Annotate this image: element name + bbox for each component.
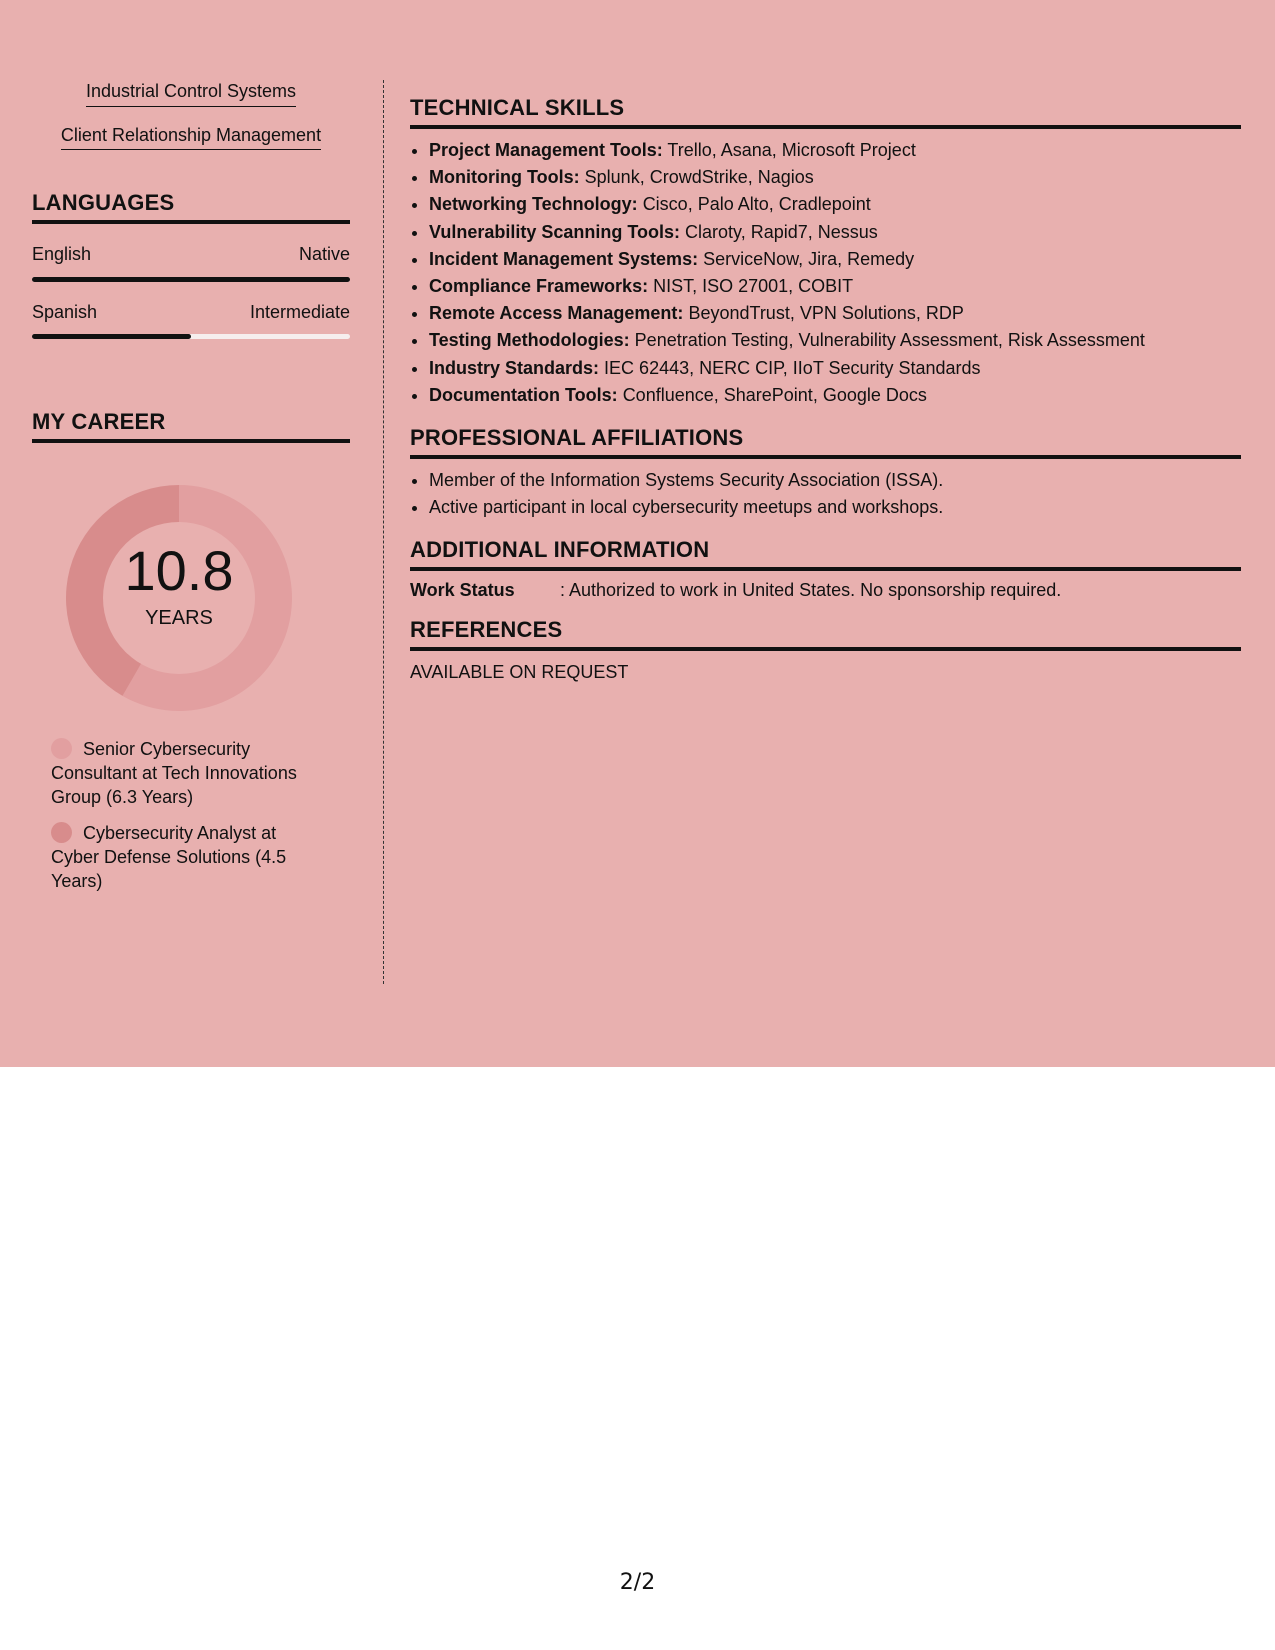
skill-values: IEC 62443, NERC CIP, IIoT Security Standards — [604, 357, 981, 378]
skill-tags — [32, 80, 350, 150]
career-legend-item — [51, 737, 311, 809]
sidebar — [32, 80, 350, 905]
affiliations-heading: PROFESSIONAL AFFILIATIONS — [410, 425, 1241, 459]
skill-category: Project Management Tools: — [429, 140, 663, 160]
career-legend-dot — [51, 738, 72, 759]
skill-list-item — [429, 137, 1241, 164]
skill-values: Splunk, CrowdStrike, Nagios — [584, 167, 814, 188]
skill-values: Claroty, Rapid7, Nessus — [685, 221, 878, 242]
languages-section — [32, 190, 350, 339]
skill-list-item — [429, 300, 1241, 327]
skill-category: Testing Methodologies: — [429, 330, 630, 351]
references-section — [410, 617, 1241, 683]
language-entry — [32, 244, 350, 282]
career-legend-label: Senior Cybersecurity Consultant at Tech Innovations Group (6.3 Years) — [51, 739, 297, 808]
work-status-label: Work Status — [410, 580, 515, 601]
skill-category: Industry Standards: — [429, 357, 600, 378]
skill-list-item — [429, 327, 1241, 354]
page-number: 2/2 — [619, 1570, 656, 1595]
skill-values: Trello, Asana, Microsoft Project — [667, 140, 916, 160]
language-bar — [32, 334, 350, 339]
skill-list-item — [429, 246, 1241, 273]
list-item: • Member of the Information Systems Security Association (ISSA). — [429, 467, 1241, 494]
technical-skills-heading: TECHNICAL SKILLS — [410, 95, 1241, 129]
language-entry — [32, 302, 350, 340]
skill-category: Vulnerability Scanning Tools: — [429, 221, 681, 242]
skill-values: Confluence, SharePoint, Google Docs — [622, 384, 927, 405]
language-name: Spanish — [32, 301, 98, 322]
skill-category: Incident Management Systems: — [429, 248, 699, 269]
technical-skills-section — [410, 95, 1241, 409]
skill-list-item — [429, 382, 1241, 409]
career-legend — [32, 737, 311, 893]
additional-info-heading: ADDITIONAL INFORMATION — [410, 537, 1241, 571]
skill-list-item — [429, 219, 1241, 246]
work-status-row — [410, 580, 1241, 601]
skill-list-item — [429, 191, 1241, 218]
career-total-unit: YEARS — [145, 607, 213, 630]
skill-values: Penetration Testing, Vulnerability Assessment, Risk Assessment — [634, 330, 1145, 351]
career-legend-dot — [51, 822, 72, 843]
skill-tag: Industrial Control Systems — [86, 80, 296, 107]
skill-category: Monitoring Tools: — [429, 167, 580, 188]
skill-values: NIST, ISO 27001, COBIT — [653, 276, 854, 297]
affiliations-list — [410, 467, 1241, 521]
career-legend-item — [51, 821, 311, 893]
additional-info-section — [410, 537, 1241, 601]
technical-skills-list — [410, 137, 1241, 409]
skill-category: Documentation Tools: — [429, 384, 618, 405]
list-item: • Active participant in local cybersecurity meetups and workshops. — [429, 494, 1241, 521]
career-section — [32, 409, 350, 893]
skill-category: Networking Technology: — [429, 194, 638, 215]
skill-values: ServiceNow, Jira, Remedy — [703, 248, 915, 269]
main-content — [410, 95, 1241, 683]
career-heading: MY CAREER — [32, 409, 350, 443]
language-name: English — [32, 244, 92, 264]
column-divider — [383, 80, 384, 984]
references-heading: REFERENCES — [410, 617, 1241, 651]
language-level: Intermediate — [249, 301, 350, 322]
skill-values: BeyondTrust, VPN Solutions, RDP — [688, 303, 964, 324]
skill-category: Compliance Frameworks: — [429, 276, 649, 297]
career-legend-label: Cybersecurity Analyst at Cyber Defense Solutions (4.5 Years) — [51, 823, 287, 892]
career-total-years: 10.8 — [124, 539, 234, 603]
skill-tag: Client Relationship Management — [61, 124, 321, 151]
language-bar-fill — [32, 334, 191, 339]
language-bar-fill — [32, 277, 350, 282]
skill-list-item — [429, 355, 1241, 382]
language-level: Native — [298, 244, 350, 264]
skill-list-item — [429, 273, 1241, 300]
affiliations-section — [410, 425, 1241, 521]
skill-values: Cisco, Palo Alto, Cradlepoint — [642, 194, 871, 215]
languages-heading: LANGUAGES — [32, 190, 350, 224]
language-bar — [32, 277, 350, 282]
skill-list-item — [429, 164, 1241, 191]
references-text: AVAILABLE ON REQUEST — [410, 662, 629, 683]
skill-category: Remote Access Management: — [429, 303, 684, 324]
work-status-value: : Authorized to work in United States. No sponsorship required. — [560, 580, 1062, 601]
career-donut — [32, 475, 350, 715]
